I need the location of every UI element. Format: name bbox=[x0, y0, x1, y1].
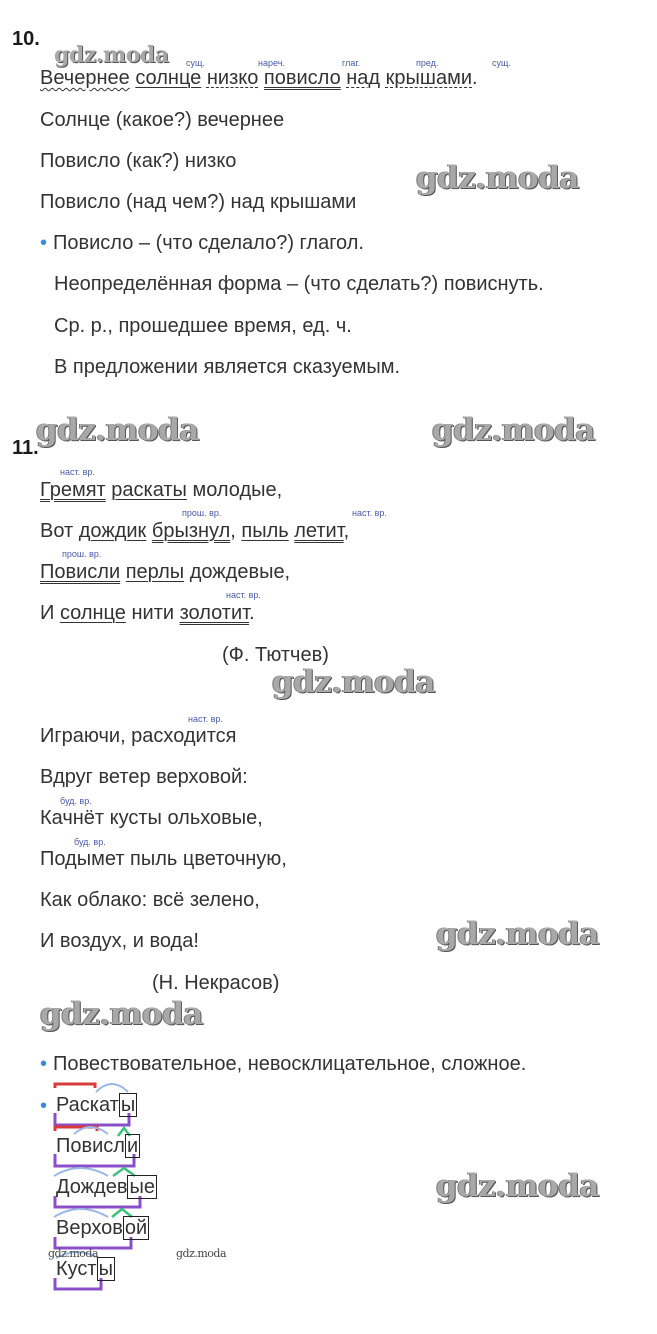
watermark: gdz.moda bbox=[272, 664, 435, 700]
predicate-word: летит bbox=[294, 520, 344, 542]
annotation-adverb: нареч. bbox=[258, 58, 285, 68]
morpheme-word-5 bbox=[56, 1258, 115, 1281]
bullet-marker: • bbox=[40, 1053, 48, 1075]
plain-text: дождевые, bbox=[184, 561, 291, 583]
word-preposition: над bbox=[346, 67, 381, 89]
annotation-verb: глаг. bbox=[342, 58, 361, 68]
poem2-line-5: Как облако: всё зелено, bbox=[40, 889, 260, 911]
plain-text: . bbox=[249, 602, 255, 624]
predicate-word: Гремят bbox=[40, 479, 106, 501]
annotation-tense: буд. вр. bbox=[74, 837, 106, 847]
annotation-tense: буд. вр. bbox=[60, 796, 92, 806]
plain-text: , bbox=[343, 520, 350, 542]
poem2-line-3: Качнёт кусты ольховые, bbox=[40, 807, 263, 829]
annotation-tense: прош. вр. bbox=[182, 508, 222, 518]
question-line-1: Солнце (какое?) вечернее bbox=[40, 109, 285, 131]
predicate-word: золотит bbox=[179, 602, 250, 624]
annotation-noun-2: сущ. bbox=[492, 58, 511, 68]
exercise-number-11: 11. bbox=[12, 437, 39, 459]
characteristic-text: Повествовательное, невосклицательное, сложное. bbox=[53, 1053, 527, 1075]
annotation-tense: наст. вр. bbox=[60, 467, 95, 477]
word-adverbial: низко bbox=[206, 67, 259, 89]
subject-word: перлы bbox=[125, 561, 185, 583]
watermark: gdz.moda bbox=[54, 42, 169, 68]
word-object: крышами bbox=[385, 67, 473, 89]
watermark: gdz.moda bbox=[436, 1168, 599, 1204]
word-predicate: повисло bbox=[263, 67, 341, 89]
plain-text: молодые, bbox=[186, 479, 283, 501]
subject-word: пыль bbox=[241, 520, 289, 542]
plain-text: , bbox=[230, 520, 242, 542]
subject-word: солнце bbox=[59, 602, 126, 624]
word-ending: ы bbox=[120, 1094, 136, 1116]
plain-text: нити bbox=[125, 602, 180, 624]
question-line-3: Повисло (над чем?) над крышами bbox=[40, 191, 357, 213]
watermark: gdz.moda bbox=[416, 160, 579, 196]
annotation-noun: сущ. bbox=[186, 58, 205, 68]
sentence-end: . bbox=[472, 67, 478, 89]
analysis-line-2: Неопределённая форма – (что сделать?) повиснуть. bbox=[54, 273, 544, 295]
word-stem: Дождев bbox=[56, 1176, 128, 1198]
morpheme-word-4 bbox=[56, 1217, 149, 1240]
subject-word: раскаты bbox=[111, 479, 187, 501]
annotation-tense: наст. вр. bbox=[226, 590, 261, 600]
author-tyutchev: (Ф. Тютчев) bbox=[222, 644, 329, 666]
word-stem: Верхов bbox=[56, 1217, 123, 1239]
question-line-2: Повисло (как?) низко bbox=[40, 150, 237, 172]
poem2-line-2: Вдруг ветер верховой: bbox=[40, 766, 248, 788]
poem2-line-6: И воздух, и вода! bbox=[40, 930, 199, 952]
word-ending: ые bbox=[129, 1176, 155, 1198]
word-ending: ой bbox=[124, 1217, 148, 1239]
word-ending: ы bbox=[98, 1258, 113, 1280]
annotation-tense: наст. вр. bbox=[188, 714, 223, 724]
word-ending: и bbox=[126, 1135, 139, 1157]
annotation-tense: наст. вр. bbox=[352, 508, 387, 518]
morpheme-word-3 bbox=[56, 1176, 157, 1199]
word-stem: Раскат bbox=[56, 1094, 119, 1116]
bullet-marker: • bbox=[40, 1095, 48, 1117]
watermark: gdz.moda bbox=[176, 1247, 227, 1260]
watermark: gdz.moda bbox=[40, 996, 203, 1032]
plain-text: И bbox=[40, 602, 60, 624]
analysis-text-1: Повисло – (что сделало?) глагол. bbox=[53, 232, 364, 254]
annotation-preposition: пред. bbox=[416, 58, 439, 68]
watermark: gdz.moda bbox=[436, 916, 599, 952]
author-nekrasov: (Н. Некрасов) bbox=[152, 972, 280, 994]
predicate-word: брызнул bbox=[151, 520, 231, 542]
exercise-number-10: 10. bbox=[12, 28, 40, 50]
annotation-tense: прош. вр. bbox=[62, 549, 102, 559]
morpheme-word-2 bbox=[56, 1135, 140, 1158]
poem2-line-1: Играючи, расходится bbox=[40, 725, 237, 747]
predicate-word: Повисли bbox=[40, 561, 121, 583]
word-stem: Куст bbox=[56, 1258, 97, 1280]
subject-word: дождик bbox=[78, 520, 147, 542]
analysis-line-3: Ср. р., прошедшее время, ед. ч. bbox=[54, 315, 352, 337]
watermark: gdz.moda bbox=[36, 412, 199, 448]
bullet-marker: • bbox=[40, 232, 48, 254]
word-stem: Повисл bbox=[56, 1135, 125, 1157]
morpheme-word-1 bbox=[56, 1094, 137, 1117]
analysis-line-4: В предложении является сказуемым. bbox=[54, 356, 401, 378]
word-attribute: Вечернее bbox=[40, 67, 130, 89]
watermark: gdz.moda bbox=[432, 412, 595, 448]
poem2-line-4: Подымет пыль цветочную, bbox=[40, 848, 287, 870]
word-subject: солнце bbox=[135, 67, 202, 89]
plain-text: Вот bbox=[40, 520, 79, 542]
watermark: gdz.moda bbox=[48, 1247, 99, 1260]
